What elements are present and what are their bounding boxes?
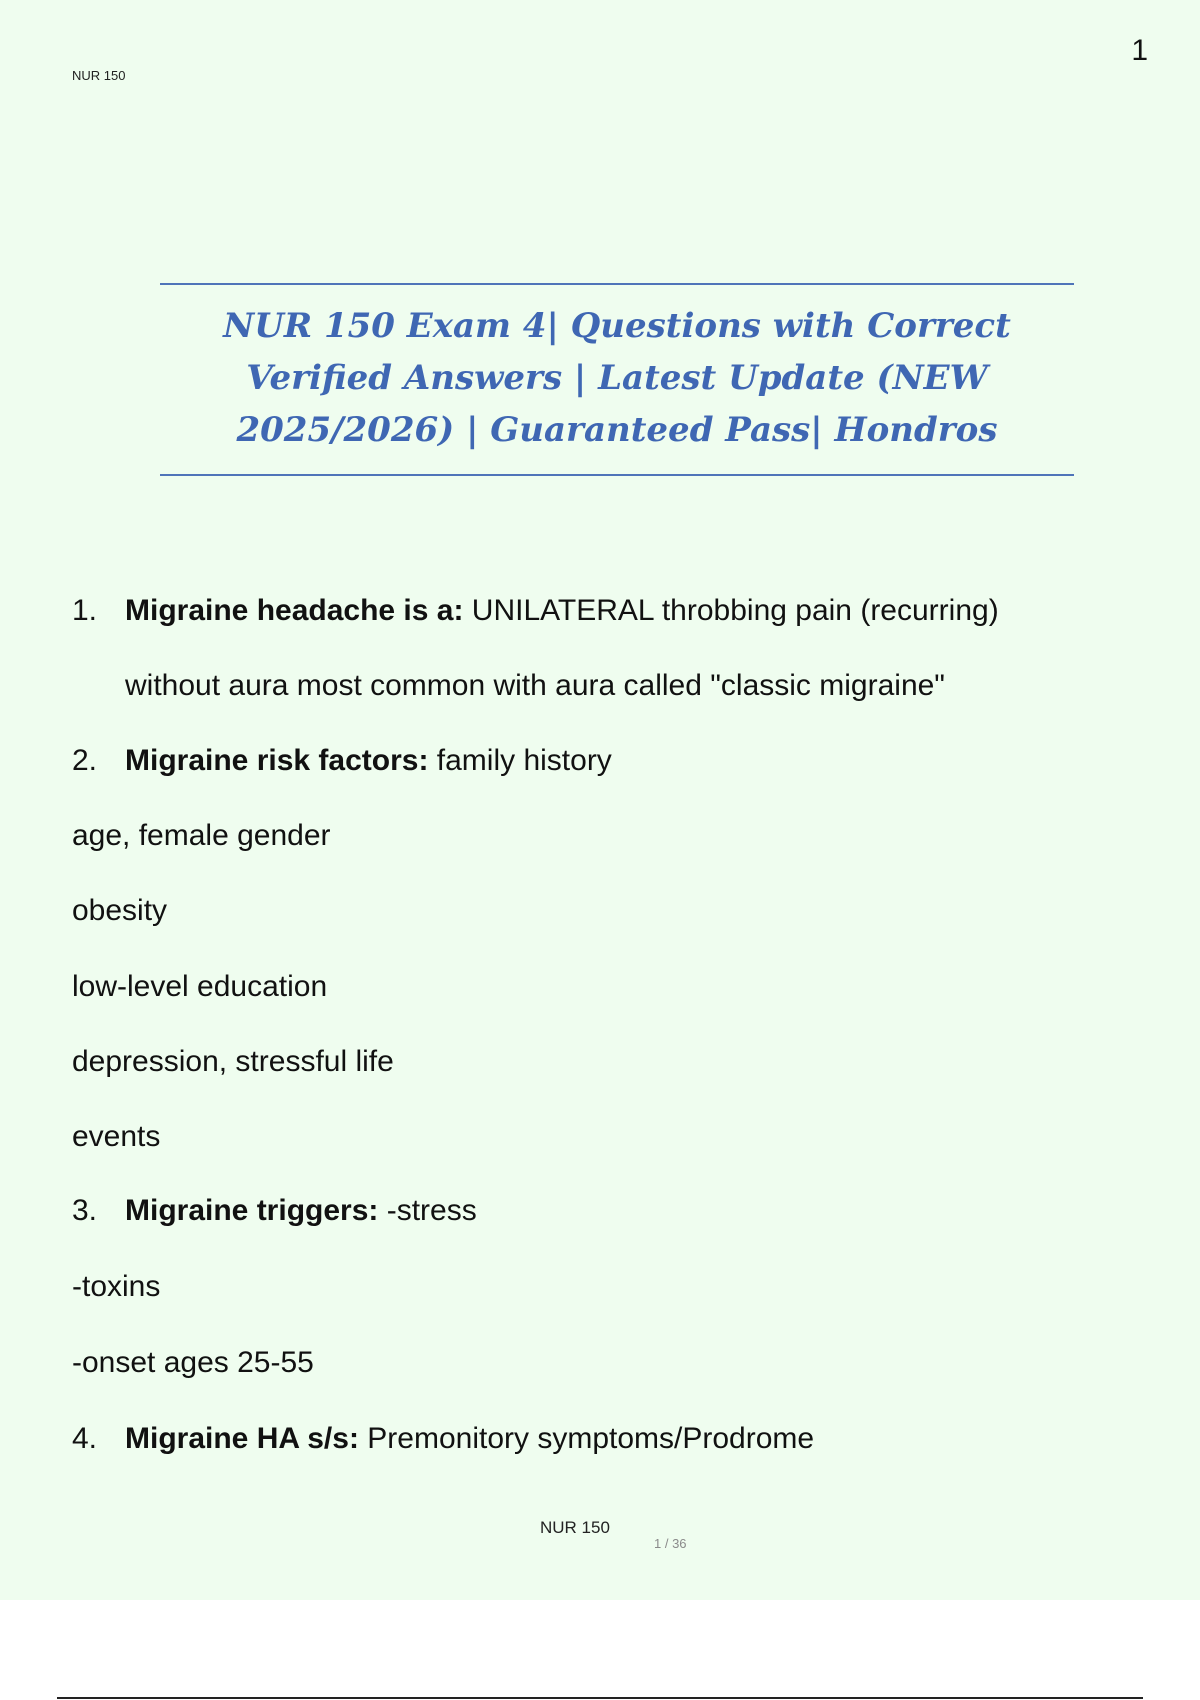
title-bottom-rule bbox=[160, 474, 1074, 476]
item-number: 4. bbox=[72, 1422, 98, 1455]
item-answer: family history bbox=[428, 744, 612, 777]
footer-page-indicator: 1 / 36 bbox=[654, 1536, 687, 1551]
answer-line: events bbox=[72, 1120, 161, 1153]
answer-line: low-level education bbox=[72, 970, 328, 1003]
header-course-label: NUR 150 bbox=[72, 68, 126, 83]
title-top-rule bbox=[160, 283, 1074, 285]
answer-line: obesity bbox=[72, 894, 168, 927]
item-number: 1. bbox=[72, 594, 98, 627]
document-title: NUR 150 Exam 4| Questions with Correct Verified Answers | Latest Update (NEW 2025/2026) | Guaranteed Pass| Hondros bbox=[223, 306, 1011, 450]
page-number: 1 bbox=[1131, 34, 1148, 67]
item-number: 3. bbox=[72, 1194, 98, 1227]
item-term: Migraine triggers: bbox=[125, 1194, 379, 1227]
answer-line: depression, stressful life bbox=[72, 1045, 394, 1078]
next-page-divider bbox=[57, 1697, 1143, 1699]
item-number: 2. bbox=[72, 744, 98, 777]
item-answer: UNILATERAL throbbing pain (recurring) bbox=[463, 594, 999, 627]
answer-line: -onset ages 25-55 bbox=[72, 1346, 314, 1379]
footer-course-label: NUR 150 bbox=[540, 1518, 610, 1537]
item-answer-continuation: without aura most common with aura called "classic migraine" bbox=[125, 669, 945, 702]
answer-line: -toxins bbox=[72, 1270, 161, 1303]
item-answer: Premonitory symptoms/Prodrome bbox=[358, 1422, 815, 1455]
item-term: Migraine headache is a: bbox=[125, 594, 464, 627]
item-term: Migraine HA s/s: bbox=[125, 1422, 359, 1455]
answer-line: age, female gender bbox=[72, 819, 331, 852]
item-term: Migraine risk factors: bbox=[125, 744, 429, 777]
item-answer: -stress bbox=[378, 1194, 477, 1227]
